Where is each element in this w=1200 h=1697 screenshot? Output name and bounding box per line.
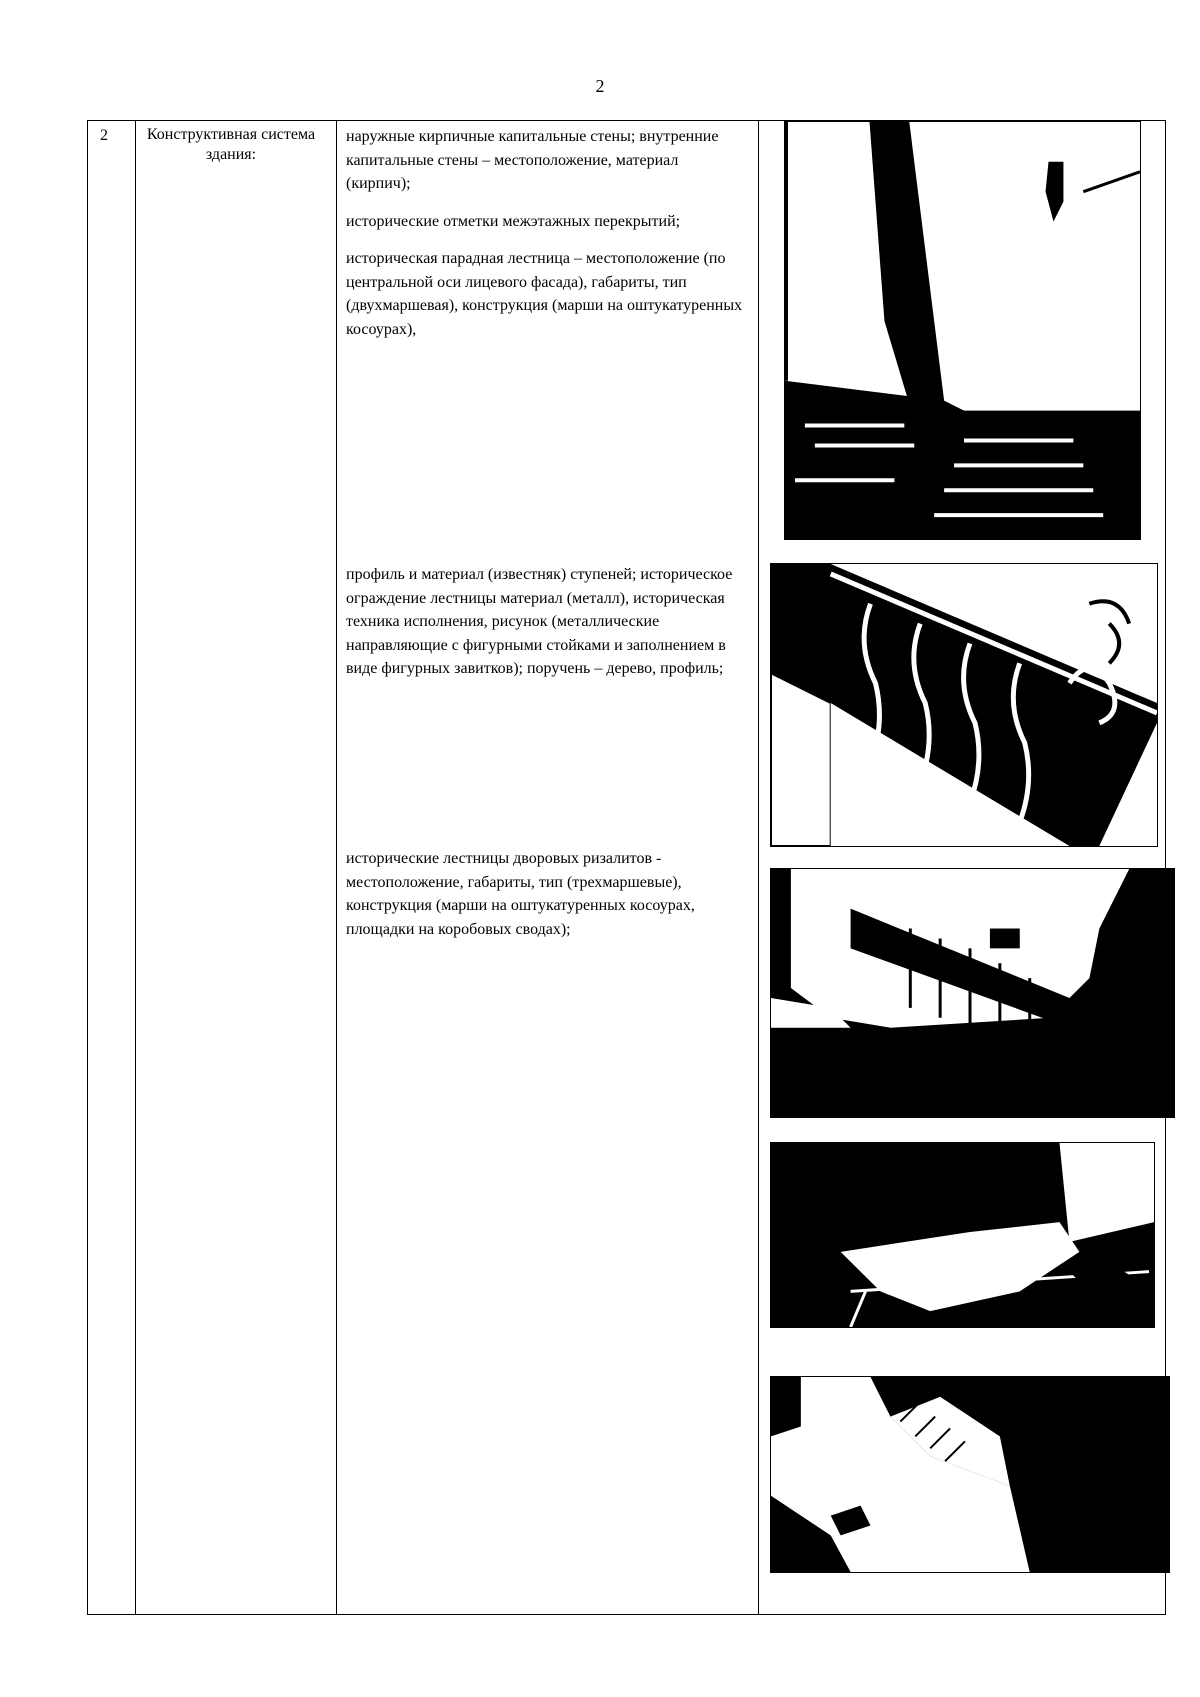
text-paragraph: историческая парадная лестница – местоположение (по центральной оси лицевого фасада), габариты, тип (двухмаршевая), конструкция (марши на оштукатуренных косоурах),	[346, 250, 743, 338]
page-number: 2	[595, 76, 605, 96]
photo-staircase-railing	[770, 563, 1158, 847]
column-divider	[758, 121, 759, 1614]
photo-courtyard-staircase-1	[770, 868, 1175, 1118]
text-block-courtyard-stairs	[346, 847, 746, 941]
photo-courtyard-staircase-3	[770, 1376, 1170, 1573]
text-block-steps-railing	[346, 563, 746, 681]
text-paragraph: профиль и материал (известняк) ступеней; историческое ограждение лестницы материал (металл), историческая техника исполнения, рисунок (металлические направляющие с фигурными стойками и заполнением в виде фигурных завитков); поручень – дерево, профиль;	[346, 566, 733, 677]
text-paragraph: наружные кирпичные капитальные стены; внутренние капитальные стены – местоположение, материал (кирпич);	[346, 128, 719, 192]
text-block-walls-stairs	[346, 125, 746, 341]
photo-courtyard-staircase-2	[770, 1142, 1155, 1328]
column-divider	[135, 121, 136, 1614]
row-number: 2	[100, 127, 108, 144]
photo-main-staircase	[784, 121, 1141, 540]
row-name: Конструктивная система здания:	[146, 126, 316, 163]
text-paragraph: исторические лестницы дворовых ризалитов - местоположение, габариты, тип (трехмаршевые), конструкция (марши на оштукатуренных косоурах, площадки на коробовых сводах);	[346, 850, 695, 938]
text-paragraph: исторические отметки межэтажных перекрытий;	[346, 212, 681, 230]
column-divider	[336, 121, 337, 1614]
